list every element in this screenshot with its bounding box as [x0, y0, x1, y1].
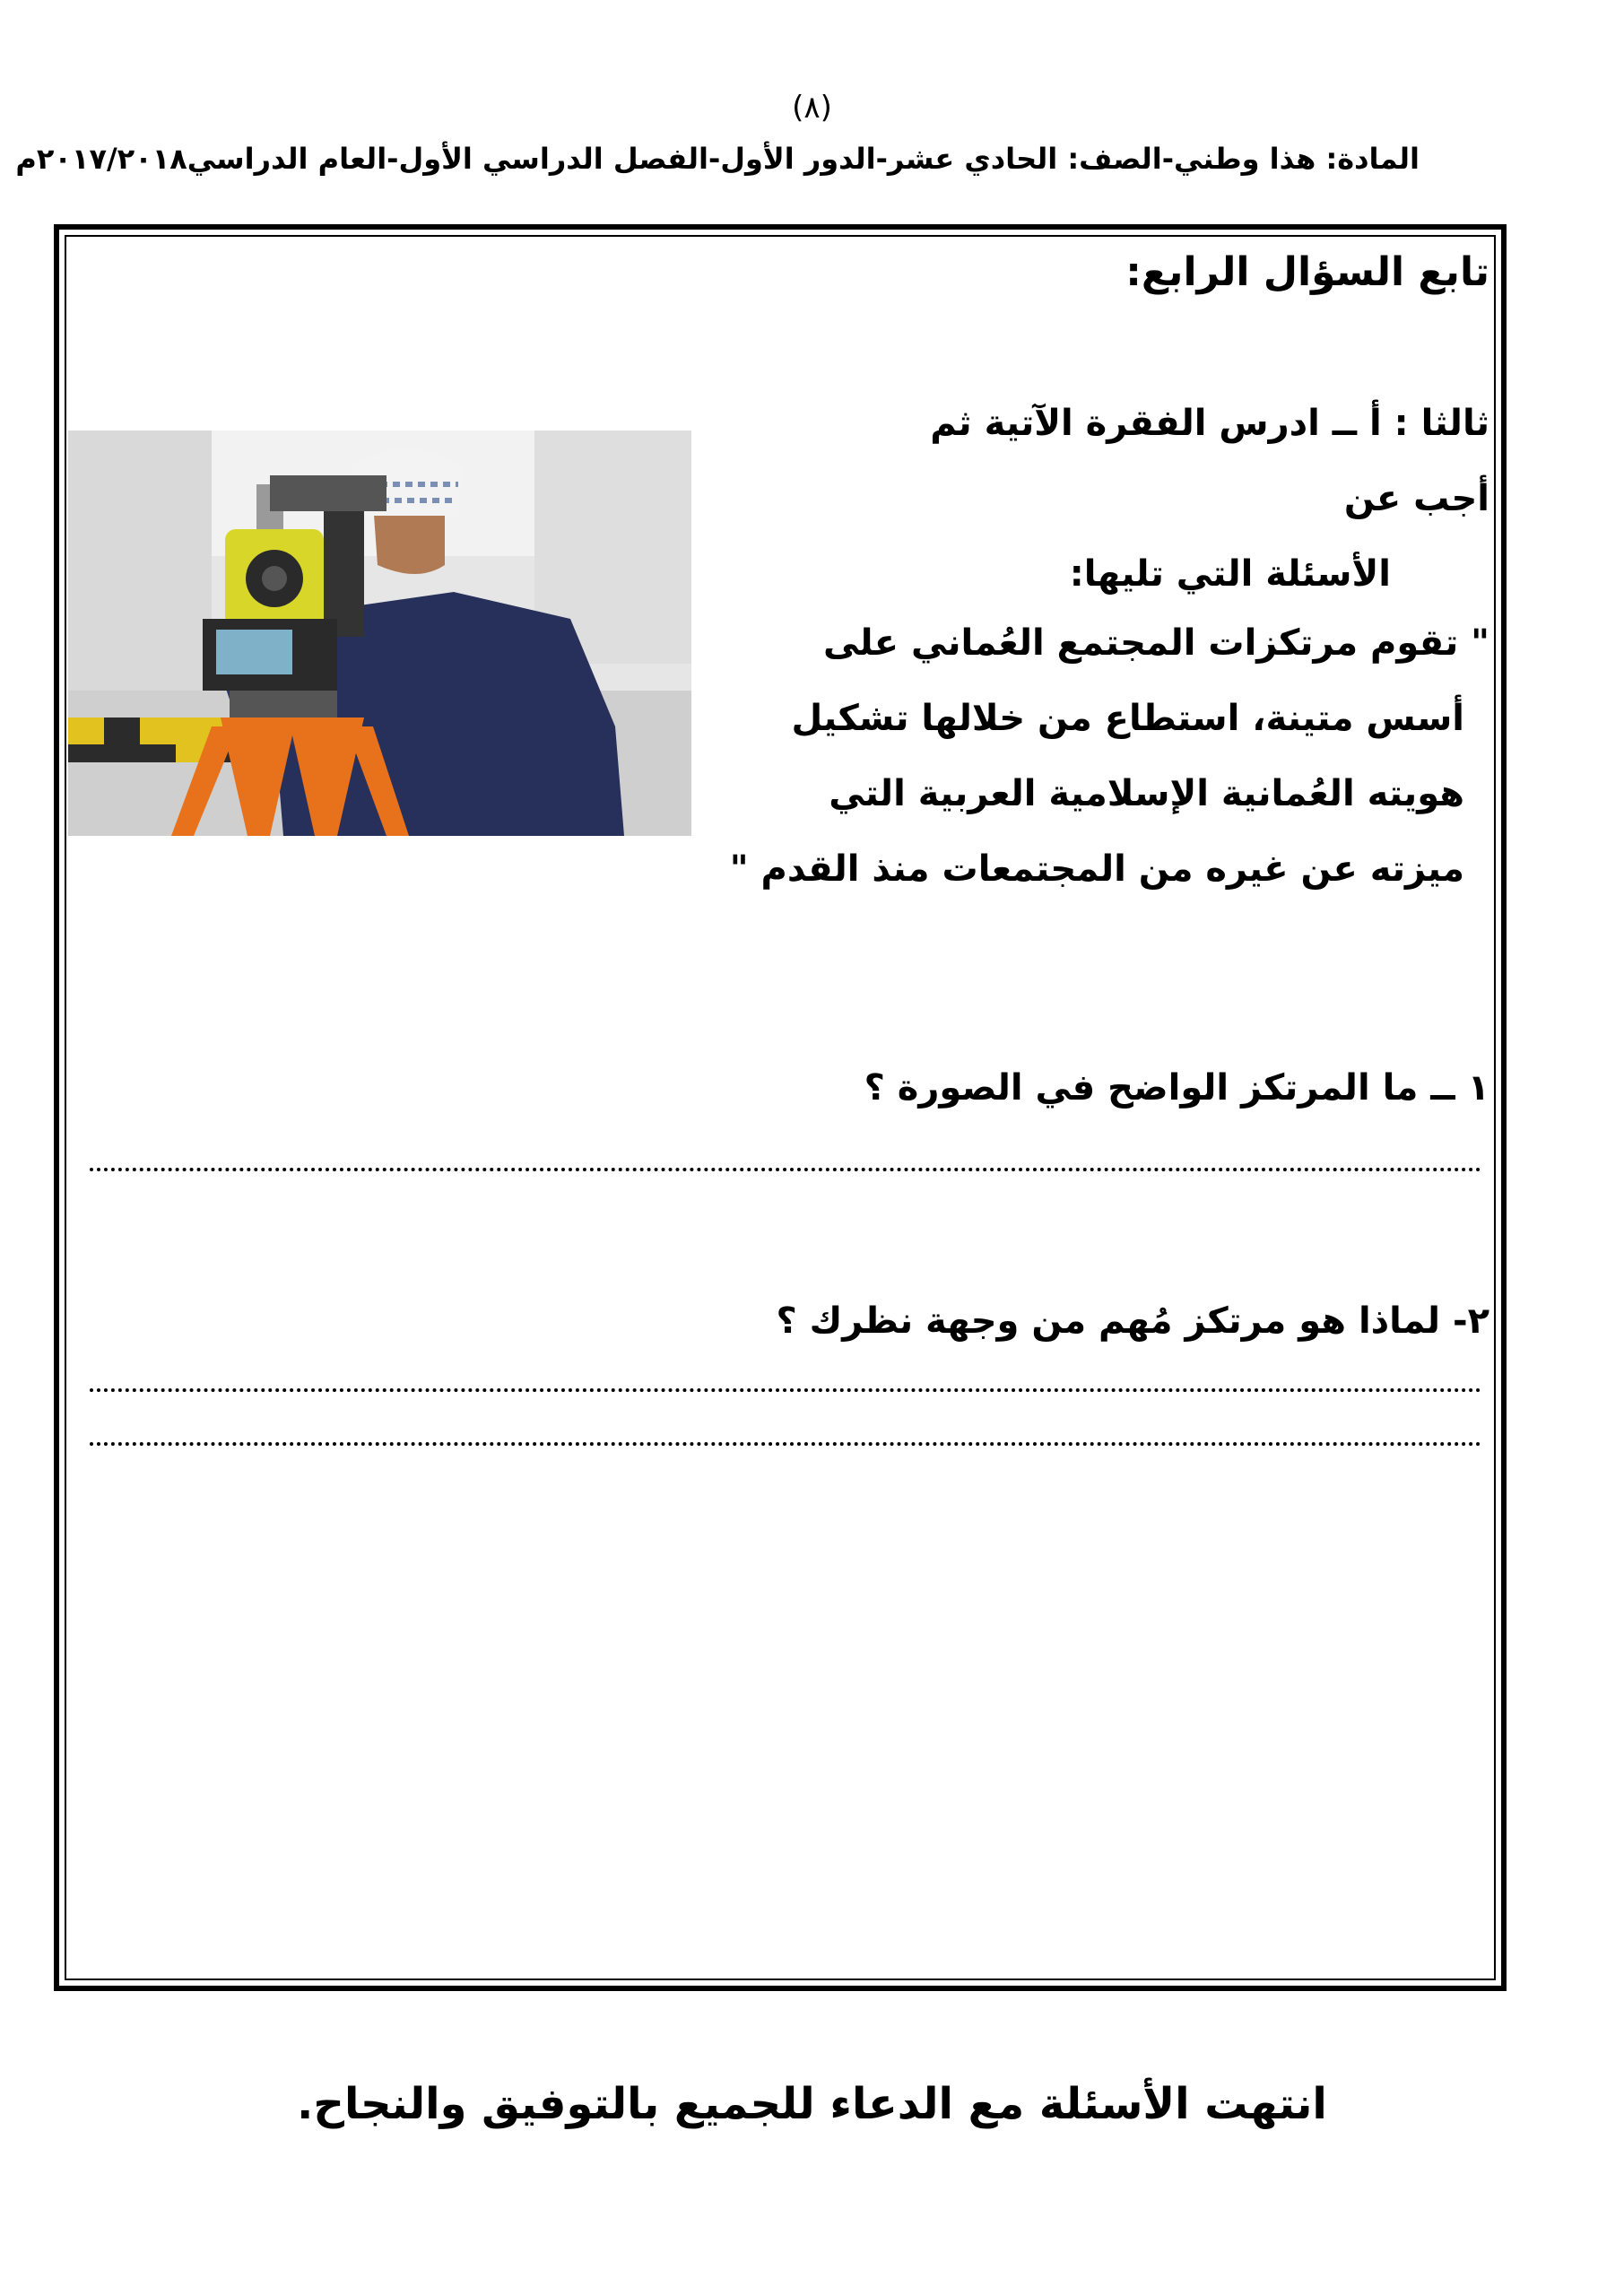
page-header: المادة: هذا وطني-الصف: الحادي عشر-الدور الأول-الفصل الدراسي الأول-العام الدراسي٢٠١٧/٢٠١٨م	[15, 142, 1420, 176]
answer-line-2a[interactable]	[90, 1388, 1481, 1392]
passage-line-4: ميزته عن غيره من المجتمعات منذ القدم "	[729, 848, 1464, 890]
page-number: (٨)	[792, 90, 832, 126]
sub-question-1: ١ ــ ما المرتكز الواضح في الصورة ؟	[864, 1067, 1489, 1109]
instruction	[844, 386, 1489, 612]
passage-line-3: هويته العُمانية الإسلامية العربية التي	[829, 773, 1464, 814]
answer-line-1[interactable]	[90, 1168, 1481, 1171]
instruction-line-1: ثالثا : أ ــ ادرس الفقرة الآتية ثم أجب عن	[930, 403, 1489, 519]
passage-line-2: أسس متينة، استطاع من خلالها تشكيل	[791, 698, 1464, 739]
question-heading: تابع السؤال الرابع:	[1125, 249, 1489, 295]
answer-line-2b[interactable]	[90, 1442, 1481, 1446]
closing-message: انتهت الأسئلة مع الدعاء للجميع بالتوفيق والنجاح.	[297, 2079, 1327, 2129]
sub-question-2: ٢- لماذا هو مرتكز مُهم من وجهة نظرك ؟	[776, 1300, 1489, 1342]
instruction-line-2: الأسئلة التي تليها:	[1069, 553, 1391, 595]
passage	[729, 605, 1489, 907]
passage-line-1: " تقوم مرتكزات المجتمع العُماني على	[823, 622, 1489, 664]
surveyor-photo	[68, 430, 691, 836]
